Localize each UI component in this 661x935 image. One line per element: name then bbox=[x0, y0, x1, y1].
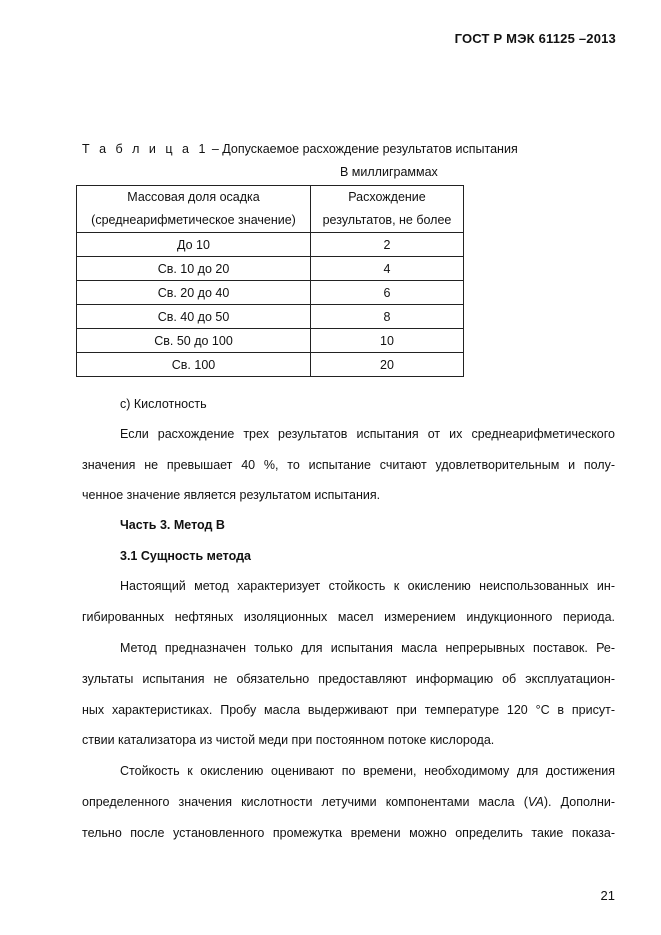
paragraph-line: ных характеристиках. Пробу масла выдерживают при температуре 120 °С в присут- bbox=[82, 703, 615, 717]
cell-range: Св. 50 до 100 bbox=[77, 329, 311, 353]
cell-range: Св. 100 bbox=[77, 353, 311, 377]
paragraph-line: значения не превышает 40 %, то испытание считают удовлетворительным и полу- bbox=[82, 458, 615, 472]
table-units: В миллиграммах bbox=[340, 165, 438, 179]
section-heading: 3.1 Сущность метода bbox=[120, 549, 251, 563]
part-heading: Часть 3. Метод В bbox=[120, 518, 225, 532]
table-row bbox=[77, 233, 464, 257]
tolerance-table bbox=[76, 185, 464, 377]
cell-value: 8 bbox=[311, 305, 464, 329]
paragraph-line: ченное значение является результатом испытания. bbox=[82, 488, 381, 502]
col-header-line: Расхождение bbox=[348, 190, 426, 204]
table-row bbox=[77, 305, 464, 329]
table-caption-label: Т а б л и ц а 1 bbox=[82, 142, 209, 156]
cell-value: 2 bbox=[311, 233, 464, 257]
cell-value: 6 bbox=[311, 281, 464, 305]
cell-value: 20 bbox=[311, 353, 464, 377]
paragraph-line: Настоящий метод характеризует стойкость к окислению неиспользованных ин- bbox=[120, 579, 615, 593]
col-header-discrepancy bbox=[311, 186, 464, 233]
paragraph-line: Метод предназначен только для испытания масла непрерывных поставок. Ре- bbox=[120, 641, 615, 655]
paragraph-line: ствии катализатора из чистой меди при постоянном потоке кислорода. bbox=[82, 733, 495, 747]
va-symbol: VA bbox=[527, 795, 544, 809]
table-caption bbox=[82, 142, 518, 156]
table-caption-text: – Допускаемое расхождение результатов испытания bbox=[208, 142, 518, 156]
col-header-line: Массовая доля осадка bbox=[127, 190, 260, 204]
table-row bbox=[77, 281, 464, 305]
cell-value: 10 bbox=[311, 329, 464, 353]
paragraph-line: Стойкость к окислению оценивают по времени, необходимому для достижения bbox=[120, 764, 615, 778]
paragraph-line: гибированных нефтяных изоляционных масел измерением индукционного периода. bbox=[82, 610, 615, 624]
col-header-line: результатов, не более bbox=[322, 213, 452, 227]
cell-range: Св. 20 до 40 bbox=[77, 281, 311, 305]
paragraph-line: тельно после установленного промежутка времени можно определить такие показа- bbox=[82, 826, 615, 840]
table-row bbox=[77, 329, 464, 353]
page-number: 21 bbox=[600, 888, 615, 903]
text-segment: ). Дополни- bbox=[543, 795, 615, 809]
table-header-row bbox=[77, 186, 464, 233]
paragraph-line bbox=[82, 795, 615, 809]
cell-range: Св. 10 до 20 bbox=[77, 257, 311, 281]
paragraph-line: зультаты испытания не обязательно предоставляют информацию об эксплуатацион- bbox=[82, 672, 615, 686]
cell-range: До 10 bbox=[77, 233, 311, 257]
cell-value: 4 bbox=[311, 257, 464, 281]
paragraph-line: Если расхождение трех результатов испытания от их среднеарифметического bbox=[120, 427, 615, 441]
item-c-acidity: с) Кислотность bbox=[120, 397, 207, 411]
table-row bbox=[77, 257, 464, 281]
text-segment: определенного значения кислотности летучими компонентами масла ( bbox=[82, 795, 528, 809]
document-header: ГОСТ Р МЭК 61125 –2013 bbox=[454, 31, 616, 46]
cell-range: Св. 40 до 50 bbox=[77, 305, 311, 329]
col-header-mass-fraction bbox=[77, 186, 311, 233]
col-header-line: (среднеарифметическое значение) bbox=[91, 213, 296, 227]
table-row bbox=[77, 353, 464, 377]
